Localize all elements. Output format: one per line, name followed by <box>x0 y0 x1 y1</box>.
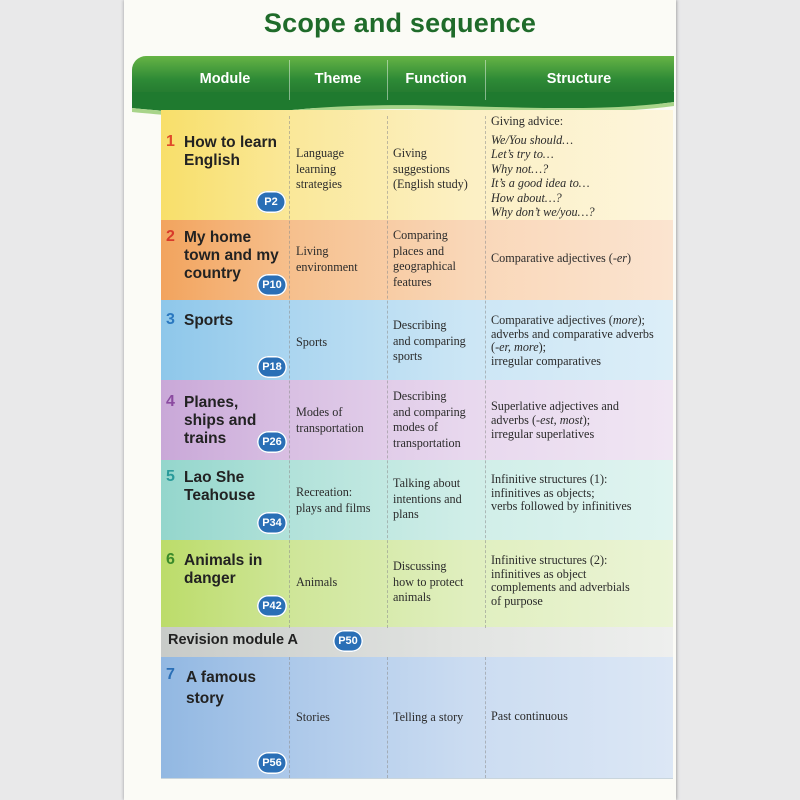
module-number: 3 <box>166 311 175 328</box>
column-divider <box>289 116 290 628</box>
page-title: Scope and sequence <box>263 8 537 38</box>
column-divider <box>485 116 486 628</box>
structure-cell: Superlative adjectives and adverbs (-est, most); irregular superlatives <box>491 399 619 441</box>
module-number: 4 <box>166 393 175 410</box>
page-badge[interactable]: P50 <box>333 630 363 652</box>
page-badge[interactable]: P56 <box>257 752 287 774</box>
header-module: Module <box>199 71 251 87</box>
page-badge[interactable]: P2 <box>256 191 286 213</box>
header-theme: Theme <box>314 71 362 87</box>
theme-cell: Stories <box>296 710 330 724</box>
function-cell: Talking about intentions and plans <box>393 476 462 521</box>
page-badge[interactable]: P18 <box>257 356 287 378</box>
module-title: Planes, ships and trains <box>184 394 257 447</box>
page-badge[interactable]: P42 <box>257 595 287 617</box>
module-number: 6 <box>166 551 175 568</box>
header-function: Function <box>405 71 467 87</box>
module-title: Animals in danger <box>184 552 263 587</box>
function-cell: Giving suggestions (English study) <box>393 146 468 191</box>
header-structure: Structure <box>546 71 612 87</box>
page-badge[interactable]: P26 <box>257 431 287 453</box>
module-title: A famous story <box>186 669 257 707</box>
module-number: 2 <box>166 228 175 245</box>
column-divider <box>387 116 388 628</box>
structure-cell: Past continuous <box>491 709 568 723</box>
module-title: My home town and my country <box>184 229 279 282</box>
theme-cell: Animals <box>296 575 338 589</box>
function-cell: Telling a story <box>393 710 464 724</box>
module-number: 7 <box>166 666 175 683</box>
structure-cell: Giving advice: We/You should… Let’s try to… Why not…? It’s a good idea to… How about…? Why don’t we/you…? <box>491 114 595 219</box>
structure-cell: Comparative adjectives (-er) <box>491 251 632 265</box>
module-number: 5 <box>166 468 175 485</box>
page-badge[interactable]: P10 <box>257 274 287 296</box>
function-cell: Comparing places and geographical features <box>393 228 456 289</box>
function-cell: Describing and comparing sports <box>393 318 466 363</box>
theme-cell: Recreation: plays and films <box>296 485 371 515</box>
module-title: Sports <box>184 312 234 329</box>
structure-cell: Infinitive structures (1): infinitives as objects; verbs followed by infinitives <box>491 472 632 513</box>
function-cell: Discussing how to protect animals <box>393 559 464 604</box>
table-bottom-edge <box>161 778 673 779</box>
column-divider <box>485 657 486 778</box>
theme-cell: Living environment <box>296 244 358 274</box>
theme-cell: Language learning strategies <box>296 146 345 191</box>
module-title: How to learn English <box>184 134 278 169</box>
structure-cell: Infinitive structures (2): infinitives as object complements and adverbials of purpose <box>491 553 630 608</box>
column-divider <box>289 657 290 778</box>
revision-module-label: Revision module A <box>168 632 298 648</box>
function-cell: Describing and comparing modes of transportation <box>393 389 466 450</box>
theme-cell: Sports <box>296 335 328 349</box>
module-title: Lao She Teahouse <box>184 469 256 504</box>
page-badge[interactable]: P34 <box>257 512 287 534</box>
structure-cell: Comparative adjectives (more); adverbs and comparative adverbs (-er, more); irregular comparatives <box>491 313 654 368</box>
column-divider <box>387 657 388 778</box>
theme-cell: Modes of transportation <box>296 405 364 435</box>
module-number: 1 <box>166 133 175 150</box>
